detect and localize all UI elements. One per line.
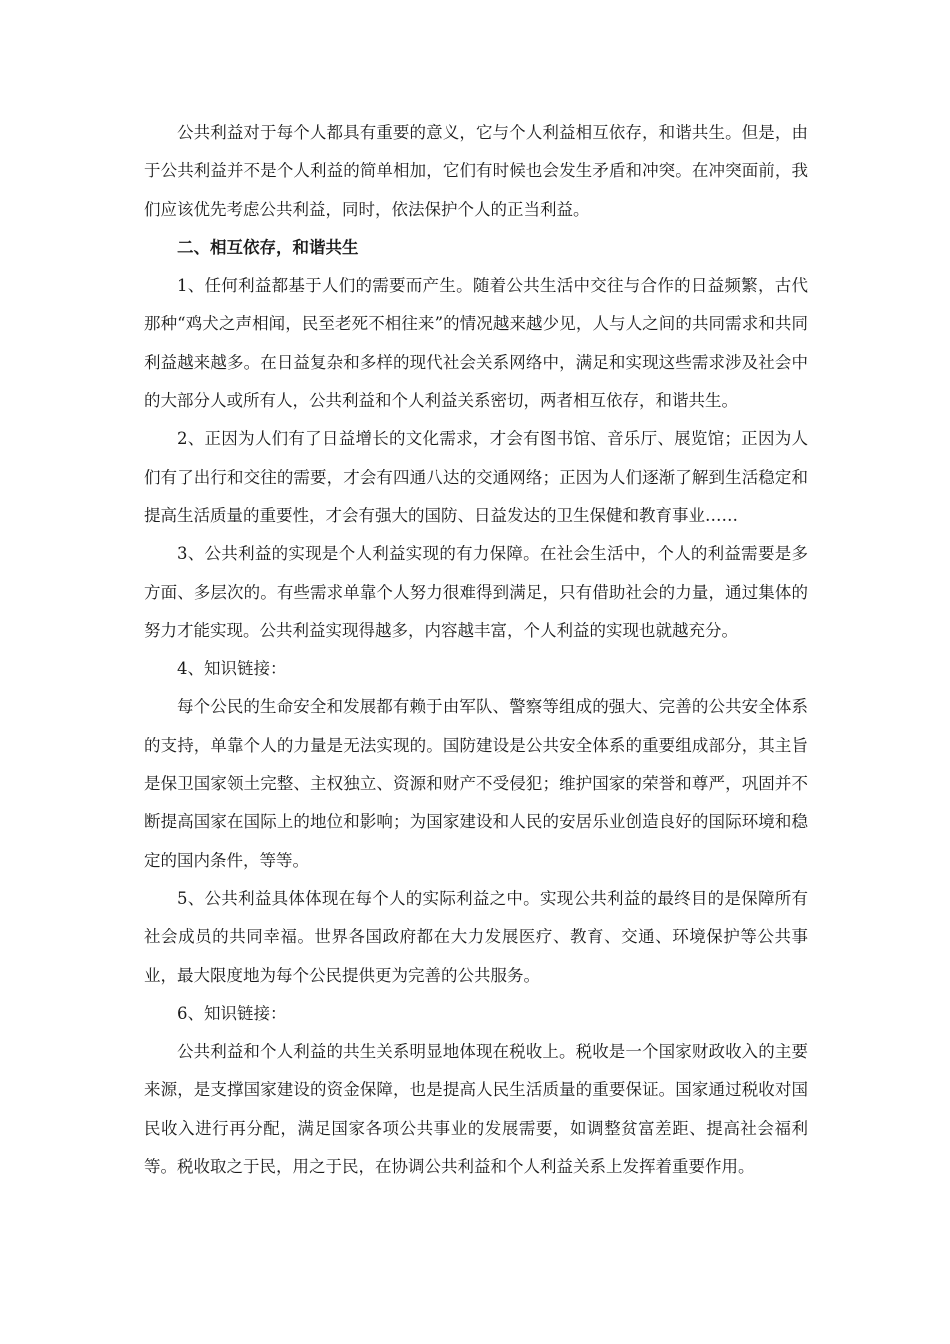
- paragraph-point-2: 2、正因为人们有了日益增长的文化需求，才会有图书馆、音乐厅、展览馆；正因为人们有了出行和交往的需要，才会有四通八达的交通网络；正因为人们逐渐了解到生活稳定和提高生活质量的重要性，才会有强大的国防、日益发达的卫生保健和教育事业……: [144, 429, 808, 525]
- paragraph-point-1: 1、任何利益都基于人们的需要而产生。随着公共生活中交往与合作的日益频繁，古代那种“鸡犬之声相闻，民至老死不相往来”的情况越来越少见，人与人之间的共同需求和共同利益越来越多。在日益复杂和多样的现代社会关系网络中，满足和实现这些需求涉及社会中的大部分人或所有人，公共利益和个人利益关系密切，两者相互依存，和谐共生。: [144, 276, 808, 411]
- paragraph-point-4-label: 4、知识链接：: [177, 659, 287, 679]
- document-body: [144, 114, 808, 1186]
- section-heading: 二、相互依存，和谐共生: [177, 237, 359, 257]
- paragraph-point-6-label: 6、知识链接：: [177, 1003, 287, 1023]
- paragraph-intro: 公共利益对于每个人都具有重要的意义，它与个人利益相互依存，和谐共生。但是，由于公共利益并不是个人利益的简单相加，它们有时候也会发生矛盾和冲突。在冲突面前，我们应该优先考虑公共利益，同时，依法保护个人的正当利益。: [144, 123, 808, 219]
- paragraph-knowledge-link-1: 每个公民的生命安全和发展都有赖于由军队、警察等组成的强大、完善的公共安全体系的支持，单靠个人的力量是无法实现的。国防建设是公共安全体系的重要组成部分，其主旨是保卫国家领土完整、主权独立、资源和财产不受侵犯；维护国家的荣誉和尊严，巩固并不断提高国家在国际上的地位和影响；为国家建设和人民的安居乐业创造良好的国际环境和稳定的国内条件，等等。: [144, 697, 808, 870]
- paragraph-point-3: 3、公共利益的实现是个人利益实现的有力保障。在社会生活中，个人的利益需要是多方面、多层次的。有些需求单靠个人努力很难得到满足，只有借助社会的力量，通过集体的努力才能实现。公共利益实现得越多，内容越丰富，个人利益的实现也就越充分。: [144, 544, 808, 640]
- paragraph-knowledge-link-2: 公共利益和个人利益的共生关系明显地体现在税收上。税收是一个国家财政收入的主要来源，是支撑国家建设的资金保障，也是提高人民生活质量的重要保证。国家通过税收对国民收入进行再分配，满足国家各项公共事业的发展需要，如调整贫富差距、提高社会福利等。税收取之于民，用之于民，在协调公共利益和个人利益关系上发挥着重要作用。: [144, 1042, 808, 1177]
- paragraph-point-5: 5、公共利益具体体现在每个人的实际利益之中。实现公共利益的最终目的是保障所有社会成员的共同幸福。世界各国政府都在大力发展医疗、教育、交通、环境保护等公共事业，最大限度地为每个公民提供更为完善的公共服务。: [144, 888, 808, 985]
